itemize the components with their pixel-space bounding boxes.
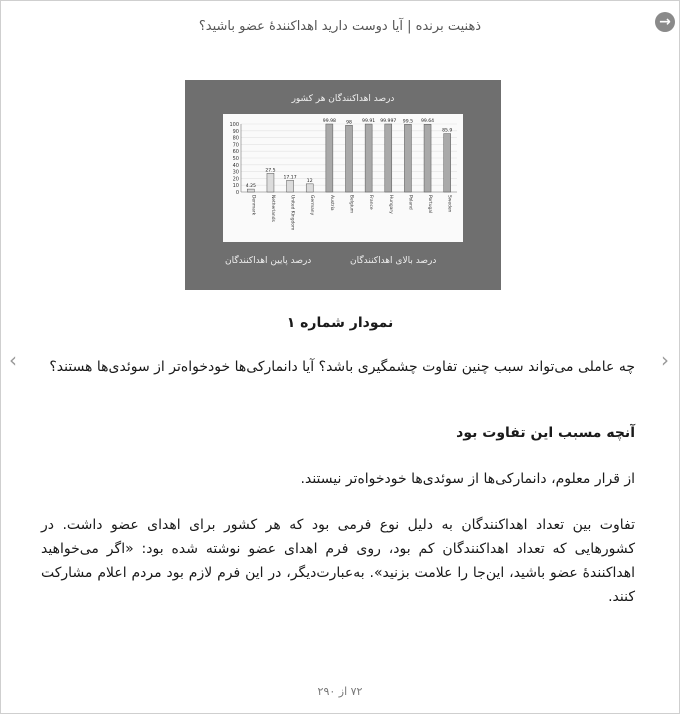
bar-belgium [346,125,353,192]
bar-denmark [247,189,254,192]
x-tick-label: Austria [328,195,334,211]
x-tick-label: Portugal [427,195,433,214]
bar-austria [326,124,333,192]
y-tick-label: 30 [232,169,239,176]
chart-title: درصد اهداکنندگان هر کشور [291,94,395,104]
x-tick-label: France [368,195,374,210]
y-tick-label: 40 [232,162,239,169]
y-tick-label: 20 [232,176,239,183]
paragraph-explanation: تفاوت بین تعداد اهداکنندگان به دلیل نوع فرمی بود که هر کشور برای اهدای عضو داشت. در کشورهایی که تعداد اهداکنندگان کم بود، روی فرم اهدای عضو نوشته شده بود: «اگر می‌خواهید اهداکننده‌ٔ عضو باشید، این‌جا را علامت بزنید». به‌عبارت‌دیگر، در این فرم لازم بود مردم اعلام مشارکت کنند. [41,517,635,605]
bar-germany [306,184,313,192]
data-label: 4.25 [245,184,256,190]
data-label: 27.5 [265,168,276,174]
next-page-chevron-icon[interactable]: › [661,348,669,372]
bar-united-kingdom [287,180,294,192]
page-header-title: ذهنیت برنده | آیا دوست دارید اهداکننده‌ٔ عضو باشید؟ [198,19,482,34]
data-label: 99.98 [322,119,336,125]
x-tick-label: Denmark [250,195,256,216]
data-label: 17.17 [283,175,297,181]
paragraph-answer: از قرار معلوم، دانمارکی‌ها از سوئدی‌ها خودخواه‌تر نیستند. [300,471,635,487]
back-arrow-icon[interactable]: → [655,12,675,32]
legend-low-donors: درصد پایین اهداکنندگان [225,256,312,266]
y-tick-label: 70 [232,142,239,149]
x-tick-label: Sweden [446,195,452,213]
y-tick-label: 50 [232,156,239,162]
data-label: 98 [346,120,352,126]
x-tick-label: Hungary [387,195,393,214]
x-tick-label: Poland [407,195,413,210]
bar-hungary [385,124,392,192]
x-tick-label: United Kingdom [289,195,295,231]
x-tick-label: Netherlands [269,195,275,222]
data-label: 12 [306,178,313,184]
paragraph-question: چه عاملی می‌تواند سبب چنین تفاوت چشمگیری باشد؟ آیا دانمارکی‌ها خودخواه‌تر از سوئدی‌ها هستند؟ [49,359,635,375]
y-tick-label: 100 [229,122,239,128]
x-tick-label: Belgium [348,195,354,213]
chart-plot-area [223,114,463,242]
chart-figure [185,80,501,290]
data-label: 99.64 [420,119,435,125]
bar-poland [404,124,411,192]
bar-chart [223,114,463,242]
data-label: 85.9 [442,128,453,134]
y-tick-label: 0 [235,190,239,196]
y-tick-label: 80 [232,135,239,142]
data-label: 99.91 [362,119,376,125]
legend-high-donors: درصد بالای اهداکنندگان [350,256,437,266]
previous-page-chevron-icon[interactable]: ‹ [9,348,17,372]
bar-france [365,124,372,192]
page-number: ۷۲ از ۲۹۰ [317,685,363,698]
bar-sweden [444,134,451,192]
y-tick-label: 60 [232,149,239,156]
bar-netherlands [267,173,274,192]
data-label: 99.5 [402,119,414,125]
bar-portugal [424,124,431,192]
data-label: 99.997 [380,119,397,125]
y-tick-label: 10 [232,183,239,190]
section-heading: آنچه مسبب این تفاوت بود [456,425,635,441]
figure-caption: نمودار شماره ۱ [286,315,394,331]
y-tick-label: 90 [232,128,239,135]
x-tick-label: Germany [309,195,315,216]
